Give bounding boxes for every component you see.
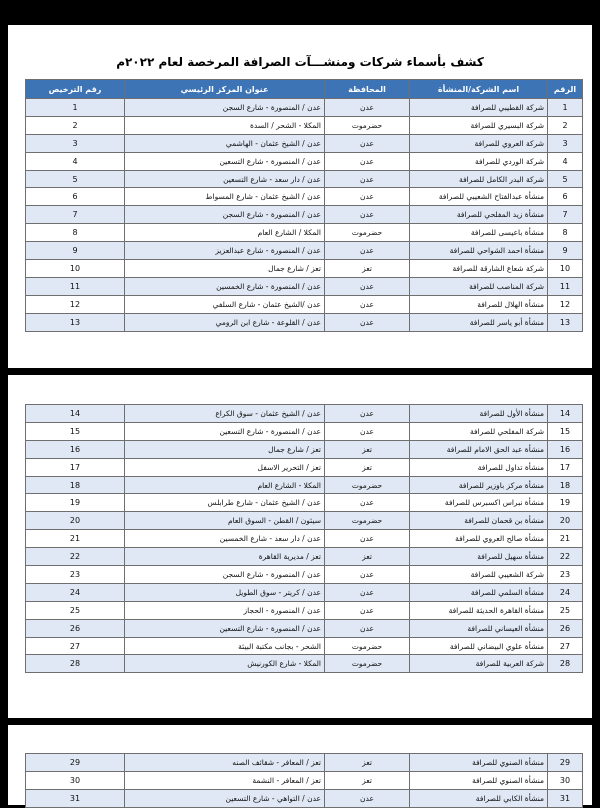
table-row (26, 583, 583, 601)
document-page-1 (8, 25, 592, 368)
cell-license-number: 27 (26, 637, 125, 655)
cell-main-address: سيئون / القطن - السوق العام (125, 512, 325, 530)
cell-governorate: عدن (325, 566, 410, 584)
cell-company-name: منشأة الصنوي للصرافة (410, 771, 548, 789)
cell-license-number: 18 (26, 476, 125, 494)
cell-governorate: عدن (325, 494, 410, 512)
cell-company-name: منشأة مركز باوزير للصرافة (410, 476, 548, 494)
cell-governorate: عدن (325, 583, 410, 601)
cell-main-address: عدن / دار سعد - شارع التسعين (125, 170, 325, 188)
table-row (26, 789, 583, 807)
cell-company-name: شركة العروي للصرافة (410, 134, 548, 152)
table-row (26, 295, 583, 313)
table-row (26, 530, 583, 548)
cell-main-address: عدن / المنصورة - شارع السجن (125, 206, 325, 224)
cell-number: 22 (548, 548, 583, 566)
cell-governorate: تعز (325, 458, 410, 476)
cell-number: 11 (548, 277, 583, 295)
cell-main-address: عدن / الشيخ عثمان - سوق الكراع (125, 405, 325, 423)
cell-main-address: الشحر - بجانب مكتبة البيئة (125, 637, 325, 655)
cell-license-number: 25 (26, 601, 125, 619)
header-company-name: اسم الشركة/المنشأة (410, 80, 548, 99)
cell-number: 21 (548, 530, 583, 548)
cell-number: 14 (548, 405, 583, 423)
cell-main-address: المكلا - الشحر / السدة (125, 116, 325, 134)
cell-license-number: 30 (26, 771, 125, 789)
cell-license-number: 23 (26, 566, 125, 584)
cell-company-name: منشأة عبد الحق الامام للصرافة (410, 440, 548, 458)
table-row (26, 134, 583, 152)
cell-governorate: حضرموت (325, 116, 410, 134)
cell-main-address: تعز / مديرية القاهرة (125, 548, 325, 566)
table-row (26, 313, 583, 331)
cell-license-number: 7 (26, 206, 125, 224)
table-row (26, 548, 583, 566)
table-row (26, 277, 583, 295)
cell-number: 18 (548, 476, 583, 494)
cell-main-address: عدن /الشيخ عثمان - شارع السلفي (125, 295, 325, 313)
cell-license-number: 28 (26, 655, 125, 673)
cell-number: 15 (548, 422, 583, 440)
cell-governorate: عدن (325, 277, 410, 295)
cell-company-name: منشأة الصنوي للصرافة (410, 754, 548, 772)
cell-governorate: عدن (325, 601, 410, 619)
cell-main-address: تعز / المعافر - النشمة (125, 771, 325, 789)
document-page-3 (8, 725, 592, 805)
licensed-exchange-table-continued (25, 753, 583, 808)
cell-number: 20 (548, 512, 583, 530)
cell-governorate: عدن (325, 99, 410, 117)
table-row (26, 619, 583, 637)
cell-number: 8 (548, 224, 583, 242)
cell-number: 31 (548, 789, 583, 807)
cell-number: 13 (548, 313, 583, 331)
cell-company-name: منشأة الكابي للصرافة (410, 789, 548, 807)
cell-company-name: منشأة نبراس اكسبرس للصرافة (410, 494, 548, 512)
cell-company-name: منشأة زيد المفلحي للصرافة (410, 206, 548, 224)
cell-number: 24 (548, 583, 583, 601)
cell-governorate: عدن (325, 152, 410, 170)
cell-main-address: عدن / التواهي - شارع التسعين (125, 789, 325, 807)
cell-company-name: منشأة تداول للصرافة (410, 458, 548, 476)
cell-governorate: تعز (325, 754, 410, 772)
cell-company-name: منشأة صالح العروي للصرافة (410, 530, 548, 548)
cell-number: 7 (548, 206, 583, 224)
cell-license-number: 24 (26, 583, 125, 601)
cell-main-address: تعز / شارع جمال (125, 260, 325, 278)
cell-main-address: تعز / شارع جمال (125, 440, 325, 458)
cell-license-number: 9 (26, 242, 125, 260)
cell-license-number: 3 (26, 134, 125, 152)
cell-license-number: 26 (26, 619, 125, 637)
cell-number: 16 (548, 440, 583, 458)
cell-main-address: عدن / الشيخ عثمان - الهاشمي (125, 134, 325, 152)
document-page-2 (8, 375, 592, 718)
table-row (26, 440, 583, 458)
cell-governorate: عدن (325, 170, 410, 188)
cell-company-name: منشأة بن قحمان للصرافة (410, 512, 548, 530)
cell-governorate: حضرموت (325, 512, 410, 530)
table-row (26, 99, 583, 117)
cell-number: 5 (548, 170, 583, 188)
cell-license-number: 29 (26, 754, 125, 772)
table-row (26, 116, 583, 134)
cell-company-name: شركة المناصب للصرافة (410, 277, 548, 295)
cell-governorate: عدن (325, 242, 410, 260)
cell-main-address: عدن / المنصورة - شارع السجن (125, 99, 325, 117)
cell-license-number: 20 (26, 512, 125, 530)
cell-license-number: 6 (26, 188, 125, 206)
cell-governorate: تعز (325, 548, 410, 566)
table-row (26, 566, 583, 584)
cell-license-number: 8 (26, 224, 125, 242)
cell-company-name: شركة البدر الكامل للصرافة (410, 170, 548, 188)
cell-license-number: 14 (26, 405, 125, 423)
cell-governorate: عدن (325, 405, 410, 423)
header-license-number: رقم الترخيص (26, 80, 125, 99)
cell-license-number: 5 (26, 170, 125, 188)
cell-governorate: عدن (325, 619, 410, 637)
cell-number: 9 (548, 242, 583, 260)
table-row (26, 242, 583, 260)
cell-number: 23 (548, 566, 583, 584)
licensed-exchange-table (25, 79, 583, 332)
cell-governorate: عدن (325, 295, 410, 313)
cell-governorate: حضرموت (325, 224, 410, 242)
cell-main-address: عدن / المنصورة - شارع التسعين (125, 619, 325, 637)
cell-company-name: منشأة باعيسى للصرافة (410, 224, 548, 242)
cell-governorate: تعز (325, 260, 410, 278)
cell-main-address: عدن / الشيخ عثمان - شارع طرابلس (125, 494, 325, 512)
cell-number: 25 (548, 601, 583, 619)
table-row (26, 637, 583, 655)
cell-number: 29 (548, 754, 583, 772)
cell-main-address: عدن / المنصورة - شارع التسعين (125, 152, 325, 170)
cell-company-name: منشأة احمد الشواحي للصرافة (410, 242, 548, 260)
table-row (26, 188, 583, 206)
cell-governorate: عدن (325, 422, 410, 440)
licensed-exchange-table-continued (25, 404, 583, 673)
cell-license-number: 12 (26, 295, 125, 313)
cell-governorate: تعز (325, 771, 410, 789)
cell-number: 10 (548, 260, 583, 278)
table-row (26, 476, 583, 494)
cell-number: 3 (548, 134, 583, 152)
cell-main-address: تعز / المعافر - شقائف الصنه (125, 754, 325, 772)
header-governorate: المحافظة (325, 80, 410, 99)
table-row (26, 754, 583, 772)
cell-number: 2 (548, 116, 583, 134)
cell-company-name: منشأة علوي البيضاني للصرافة (410, 637, 548, 655)
cell-number: 4 (548, 152, 583, 170)
cell-company-name: منشأة العيساني للصرافة (410, 619, 548, 637)
cell-company-name: منشأة الهلال للصرافة (410, 295, 548, 313)
cell-governorate: عدن (325, 530, 410, 548)
cell-main-address: المكلا / الشارع العام (125, 224, 325, 242)
table-row (26, 458, 583, 476)
cell-governorate: حضرموت (325, 476, 410, 494)
cell-number: 6 (548, 188, 583, 206)
cell-governorate: عدن (325, 789, 410, 807)
cell-company-name: شركة البسيري للصرافة (410, 116, 548, 134)
cell-company-name: منشأة القاهرة الحديثة للصرافة (410, 601, 548, 619)
cell-main-address: المكلا - شارع الكورنيش (125, 655, 325, 673)
cell-license-number: 15 (26, 422, 125, 440)
cell-company-name: منشأة عبدالفتاح الشعيبي للصرافة (410, 188, 548, 206)
cell-license-number: 13 (26, 313, 125, 331)
cell-license-number: 31 (26, 789, 125, 807)
cell-main-address: عدن / المنصورة - شارع عبدالعزيز (125, 242, 325, 260)
cell-main-address: عدن / القلوعة - شارع ابن الرومي (125, 313, 325, 331)
cell-main-address: عدن / المنصورة - الحجاز (125, 601, 325, 619)
cell-number: 27 (548, 637, 583, 655)
cell-company-name: منشأة أبو ياسر للصرافة (410, 313, 548, 331)
cell-main-address: عدن / المنصورة - شارع السجن (125, 566, 325, 584)
cell-license-number: 1 (26, 99, 125, 117)
cell-number: 28 (548, 655, 583, 673)
cell-company-name: شركة القطيبي للصرافة (410, 99, 548, 117)
cell-governorate: حضرموت (325, 637, 410, 655)
cell-license-number: 2 (26, 116, 125, 134)
table-row (26, 170, 583, 188)
cell-license-number: 11 (26, 277, 125, 295)
table-row (26, 601, 583, 619)
cell-company-name: منشأة الأول للصرافة (410, 405, 548, 423)
cell-main-address: تعز / التحرير الاسفل (125, 458, 325, 476)
cell-company-name: شركة شعاع الشارقة للصرافة (410, 260, 548, 278)
cell-company-name: منشأة السلمي للصرافة (410, 583, 548, 601)
cell-main-address: المكلا - الشارع العام (125, 476, 325, 494)
cell-license-number: 21 (26, 530, 125, 548)
cell-governorate: عدن (325, 188, 410, 206)
table-row (26, 512, 583, 530)
cell-number: 30 (548, 771, 583, 789)
cell-company-name: منشأة سهيل للصرافة (410, 548, 548, 566)
cell-license-number: 17 (26, 458, 125, 476)
cell-main-address: عدن / المنصورة - شارع التسعين (125, 422, 325, 440)
cell-number: 26 (548, 619, 583, 637)
cell-governorate: تعز (325, 440, 410, 458)
cell-company-name: شركة العربية للصرافة (410, 655, 548, 673)
table-row (26, 422, 583, 440)
cell-number: 12 (548, 295, 583, 313)
cell-number: 17 (548, 458, 583, 476)
cell-main-address: عدن / الشيخ عثمان - شارع المسواط (125, 188, 325, 206)
cell-governorate: عدن (325, 134, 410, 152)
cell-main-address: عدن / المنصورة - شارع الخمسين (125, 277, 325, 295)
cell-company-name: شركة الشعيبي للصرافة (410, 566, 548, 584)
cell-number: 19 (548, 494, 583, 512)
cell-license-number: 16 (26, 440, 125, 458)
table-row (26, 494, 583, 512)
table-row (26, 405, 583, 423)
table-row (26, 206, 583, 224)
cell-main-address: عدن / كريتر - سوق الطويل (125, 583, 325, 601)
table-row (26, 771, 583, 789)
table-row (26, 152, 583, 170)
cell-license-number: 19 (26, 494, 125, 512)
table-row (26, 260, 583, 278)
header-number: الرقم (548, 80, 583, 99)
cell-governorate: عدن (325, 206, 410, 224)
cell-license-number: 4 (26, 152, 125, 170)
cell-governorate: عدن (325, 313, 410, 331)
cell-company-name: شركة الوردي للصرافة (410, 152, 548, 170)
cell-company-name: شركة المفلحي للصرافة (410, 422, 548, 440)
table-row (26, 655, 583, 673)
document-title: كشف بأسماء شركات ومنشـــآت الصرافة المرخصة لعام ٢٠٢٢م (116, 55, 484, 69)
cell-license-number: 22 (26, 548, 125, 566)
cell-governorate: حضرموت (325, 655, 410, 673)
cell-number: 1 (548, 99, 583, 117)
table-header-row (26, 80, 583, 99)
cell-license-number: 10 (26, 260, 125, 278)
header-main-address: عنوان المركز الرئيسي (125, 80, 325, 99)
cell-main-address: عدن / دار سعد - شارع الخمسين (125, 530, 325, 548)
table-row (26, 224, 583, 242)
